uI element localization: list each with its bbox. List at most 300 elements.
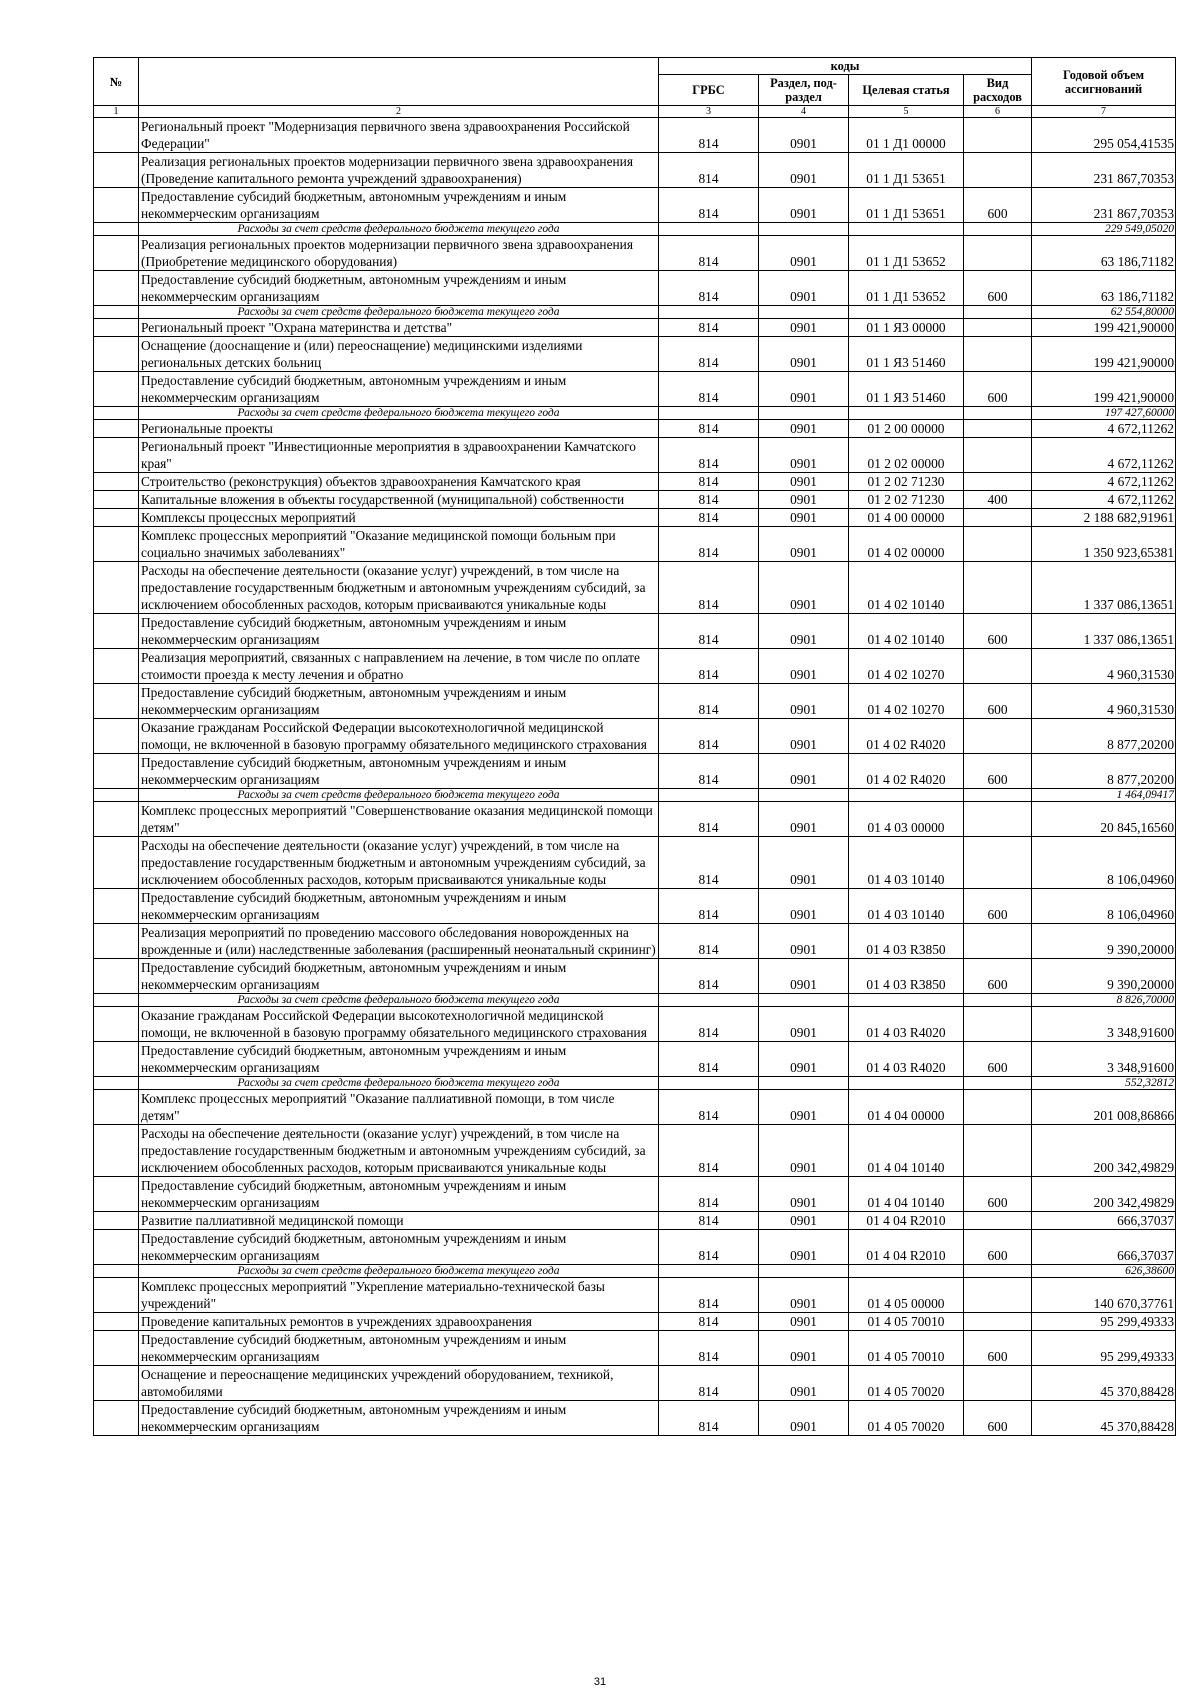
- row-amount-cell: 200 342,49829: [1032, 1125, 1176, 1177]
- row-section-cell: 0901: [759, 1230, 849, 1265]
- row-section-cell: 0901: [759, 1007, 849, 1042]
- table-row: [94, 1313, 1176, 1331]
- row-name-cell: Реализация мероприятий, связанных с направлением на лечение, в том числе по оплате стоимости проезда к месту лечения и обратно: [139, 649, 659, 684]
- row-grbs-cell: 814: [659, 188, 759, 223]
- table-row: [94, 1401, 1176, 1436]
- table-row: [94, 372, 1176, 407]
- row-amount-cell: 197 427,60000: [1032, 407, 1176, 420]
- row-grbs-cell: 814: [659, 1177, 759, 1212]
- row-amount-cell: 200 342,49829: [1032, 1177, 1176, 1212]
- table-row: [94, 271, 1176, 306]
- row-kind-cell: [964, 527, 1032, 562]
- row-name-cell: Предоставление субсидий бюджетным, автономным учреждениям и иным некоммерческим организациям: [139, 1230, 659, 1265]
- header-grbs: ГРБС: [659, 75, 759, 106]
- row-name-cell: Оснащение (дооснащение и (или) переоснащение) медицинскими изделиями региональных детских больниц: [139, 337, 659, 372]
- row-kind-cell: 600: [964, 1401, 1032, 1436]
- row-target-cell: 01 1 Я3 51460: [849, 372, 964, 407]
- table-row: [94, 924, 1176, 959]
- row-number-cell: [94, 319, 139, 337]
- row-name-cell: Предоставление субсидий бюджетным, автономным учреждениям и иным некоммерческим организациям: [139, 754, 659, 789]
- column-number: 3: [659, 106, 759, 118]
- federal-budget-row: [94, 994, 1176, 1007]
- row-section-cell: 0901: [759, 1212, 849, 1230]
- row-number-cell: [94, 1042, 139, 1077]
- row-kind-cell: [964, 802, 1032, 837]
- row-number-cell: [94, 337, 139, 372]
- row-target-cell: 01 2 00 00000: [849, 420, 964, 438]
- row-amount-cell: 95 299,49333: [1032, 1313, 1176, 1331]
- row-kind-cell: [964, 1366, 1032, 1401]
- row-kind-cell: 600: [964, 754, 1032, 789]
- row-number-cell: [94, 959, 139, 994]
- row-kind-cell: [964, 407, 1032, 420]
- row-grbs-cell: 814: [659, 1313, 759, 1331]
- row-number-cell: [94, 1265, 139, 1278]
- row-number-cell: [94, 527, 139, 562]
- row-kind-cell: [964, 223, 1032, 236]
- row-section-cell: [759, 1265, 849, 1278]
- row-section-cell: [759, 407, 849, 420]
- row-name-cell: Реализация региональных проектов модернизации первичного звена здравоохранения (Приобретение медицинского оборудования): [139, 236, 659, 271]
- row-kind-cell: [964, 1313, 1032, 1331]
- row-amount-cell: 8 877,20200: [1032, 754, 1176, 789]
- row-section-cell: [759, 789, 849, 802]
- row-target-cell: 01 4 03 R3850: [849, 959, 964, 994]
- row-number-cell: [94, 223, 139, 236]
- row-grbs-cell: 814: [659, 837, 759, 889]
- table-row: [94, 837, 1176, 889]
- row-number-cell: [94, 1331, 139, 1366]
- table-row: [94, 1042, 1176, 1077]
- row-section-cell: 0901: [759, 527, 849, 562]
- row-grbs-cell: 814: [659, 1042, 759, 1077]
- row-amount-cell: 4 960,31530: [1032, 684, 1176, 719]
- row-target-cell: 01 4 03 R4020: [849, 1007, 964, 1042]
- row-name-cell: Капитальные вложения в объекты государственной (муниципальной) собственности: [139, 491, 659, 509]
- row-number-cell: [94, 1278, 139, 1313]
- row-name-cell: Комплекс процессных мероприятий "Оказание паллиативной помощи, в том числе детям": [139, 1090, 659, 1125]
- row-section-cell: 0901: [759, 236, 849, 271]
- federal-budget-row: [94, 789, 1176, 802]
- row-target-cell: 01 4 03 R4020: [849, 1042, 964, 1077]
- row-number-cell: [94, 1007, 139, 1042]
- row-number-cell: [94, 1212, 139, 1230]
- row-grbs-cell: 814: [659, 118, 759, 153]
- column-number: 4: [759, 106, 849, 118]
- row-grbs-cell: 814: [659, 1230, 759, 1265]
- table-row: [94, 1007, 1176, 1042]
- row-name-cell: Расходы за счет средств федерального бюджета текущего года: [139, 994, 659, 1007]
- row-section-cell: [759, 994, 849, 1007]
- row-number-cell: [94, 372, 139, 407]
- row-amount-cell: 201 008,86866: [1032, 1090, 1176, 1125]
- row-target-cell: 01 2 02 71230: [849, 473, 964, 491]
- row-section-cell: 0901: [759, 420, 849, 438]
- table-row: [94, 719, 1176, 754]
- row-amount-cell: 8 826,70000: [1032, 994, 1176, 1007]
- row-number-cell: [94, 562, 139, 614]
- row-target-cell: 01 4 05 70020: [849, 1401, 964, 1436]
- row-number-cell: [94, 1077, 139, 1090]
- row-grbs-cell: 814: [659, 924, 759, 959]
- row-name-cell: Предоставление субсидий бюджетным, автономным учреждениям и иным некоммерческим организациям: [139, 1401, 659, 1436]
- row-name-cell: Расходы за счет средств федерального бюджета текущего года: [139, 407, 659, 420]
- row-amount-cell: 8 106,04960: [1032, 889, 1176, 924]
- row-amount-cell: 63 186,71182: [1032, 271, 1176, 306]
- table-body: [94, 118, 1176, 1436]
- row-target-cell: 01 4 04 R2010: [849, 1212, 964, 1230]
- row-target-cell: 01 4 05 00000: [849, 1278, 964, 1313]
- row-section-cell: 0901: [759, 153, 849, 188]
- row-kind-cell: [964, 994, 1032, 1007]
- header-kind: Вид расходов: [964, 75, 1032, 106]
- row-number-cell: [94, 649, 139, 684]
- row-number-cell: [94, 236, 139, 271]
- row-amount-cell: 199 421,90000: [1032, 372, 1176, 407]
- table-row: [94, 649, 1176, 684]
- row-grbs-cell: 814: [659, 754, 759, 789]
- table-row: [94, 754, 1176, 789]
- row-name-cell: Комплекс процессных мероприятий "Укрепление материально-технической базы учреждений": [139, 1278, 659, 1313]
- row-number-cell: [94, 684, 139, 719]
- header-target: Целевая статья: [849, 75, 964, 106]
- row-grbs-cell: 814: [659, 684, 759, 719]
- row-amount-cell: 8 106,04960: [1032, 837, 1176, 889]
- row-number-cell: [94, 118, 139, 153]
- row-section-cell: 0901: [759, 491, 849, 509]
- row-kind-cell: [964, 1212, 1032, 1230]
- row-name-cell: Предоставление субсидий бюджетным, автономным учреждениям и иным некоммерческим организациям: [139, 889, 659, 924]
- row-grbs-cell: 814: [659, 1125, 759, 1177]
- row-grbs-cell: 814: [659, 153, 759, 188]
- row-section-cell: [759, 223, 849, 236]
- row-grbs-cell: 814: [659, 614, 759, 649]
- row-section-cell: 0901: [759, 1313, 849, 1331]
- row-name-cell: Предоставление субсидий бюджетным, автономным учреждениям и иным некоммерческим организациям: [139, 372, 659, 407]
- federal-budget-row: [94, 1077, 1176, 1090]
- row-grbs-cell: 814: [659, 271, 759, 306]
- row-section-cell: 0901: [759, 924, 849, 959]
- row-kind-cell: 600: [964, 372, 1032, 407]
- table-row: [94, 1230, 1176, 1265]
- row-name-cell: Оказание гражданам Российской Федерации высокотехнологичной медицинской помощи, не включенной в базовую программу обязательного медицинского страхования: [139, 719, 659, 754]
- row-grbs-cell: 814: [659, 509, 759, 527]
- row-section-cell: 0901: [759, 802, 849, 837]
- row-number-cell: [94, 889, 139, 924]
- row-grbs-cell: [659, 306, 759, 319]
- row-target-cell: [849, 223, 964, 236]
- row-amount-cell: 3 348,91600: [1032, 1042, 1176, 1077]
- row-number-cell: [94, 994, 139, 1007]
- row-name-cell: Предоставление субсидий бюджетным, автономным учреждениям и иным некоммерческим организациям: [139, 614, 659, 649]
- row-section-cell: 0901: [759, 473, 849, 491]
- row-amount-cell: 231 867,70353: [1032, 188, 1176, 223]
- row-amount-cell: 1 464,09417: [1032, 789, 1176, 802]
- header-name: [139, 58, 659, 106]
- column-number-row: [94, 106, 1176, 118]
- federal-budget-row: [94, 407, 1176, 420]
- row-grbs-cell: [659, 789, 759, 802]
- row-amount-cell: 552,32812: [1032, 1077, 1176, 1090]
- row-target-cell: [849, 994, 964, 1007]
- row-grbs-cell: 814: [659, 527, 759, 562]
- row-grbs-cell: 814: [659, 802, 759, 837]
- row-target-cell: 01 4 04 10140: [849, 1125, 964, 1177]
- header-codes: коды: [659, 58, 1032, 75]
- row-number-cell: [94, 306, 139, 319]
- row-kind-cell: [964, 438, 1032, 473]
- row-amount-cell: 626,38600: [1032, 1265, 1176, 1278]
- row-name-cell: Реализация региональных проектов модернизации первичного звена здравоохранения (Проведение капитального ремонта учреждений здравоохранения): [139, 153, 659, 188]
- row-name-cell: Предоставление субсидий бюджетным, автономным учреждениям и иным некоммерческим организациям: [139, 188, 659, 223]
- row-target-cell: 01 4 03 10140: [849, 837, 964, 889]
- row-kind-cell: 400: [964, 491, 1032, 509]
- row-kind-cell: [964, 236, 1032, 271]
- row-section-cell: 0901: [759, 959, 849, 994]
- row-amount-cell: 1 337 086,13651: [1032, 614, 1176, 649]
- row-number-cell: [94, 271, 139, 306]
- row-section-cell: 0901: [759, 1366, 849, 1401]
- row-section-cell: 0901: [759, 118, 849, 153]
- column-number: 6: [964, 106, 1032, 118]
- row-kind-cell: [964, 1125, 1032, 1177]
- row-target-cell: 01 4 04 00000: [849, 1090, 964, 1125]
- row-section-cell: 0901: [759, 562, 849, 614]
- row-kind-cell: [964, 319, 1032, 337]
- row-section-cell: 0901: [759, 509, 849, 527]
- row-kind-cell: [964, 473, 1032, 491]
- table-row: [94, 614, 1176, 649]
- row-name-cell: Предоставление субсидий бюджетным, автономным учреждениям и иным некоммерческим организациям: [139, 959, 659, 994]
- row-kind-cell: [964, 924, 1032, 959]
- row-section-cell: 0901: [759, 1401, 849, 1436]
- row-target-cell: [849, 407, 964, 420]
- row-amount-cell: 229 549,05020: [1032, 223, 1176, 236]
- column-number: 7: [1032, 106, 1176, 118]
- row-section-cell: 0901: [759, 754, 849, 789]
- row-amount-cell: 199 421,90000: [1032, 319, 1176, 337]
- table-row: [94, 236, 1176, 271]
- table-row: [94, 153, 1176, 188]
- row-section-cell: 0901: [759, 684, 849, 719]
- row-amount-cell: 63 186,71182: [1032, 236, 1176, 271]
- column-number: 1: [94, 106, 139, 118]
- row-name-cell: Предоставление субсидий бюджетным, автономным учреждениям и иным некоммерческим организациям: [139, 1042, 659, 1077]
- row-grbs-cell: 814: [659, 1278, 759, 1313]
- row-grbs-cell: [659, 1077, 759, 1090]
- row-section-cell: 0901: [759, 614, 849, 649]
- row-grbs-cell: 814: [659, 1007, 759, 1042]
- row-kind-cell: 600: [964, 959, 1032, 994]
- row-name-cell: Региональные проекты: [139, 420, 659, 438]
- row-target-cell: 01 4 03 10140: [849, 889, 964, 924]
- row-section-cell: 0901: [759, 649, 849, 684]
- row-section-cell: [759, 306, 849, 319]
- row-kind-cell: 600: [964, 188, 1032, 223]
- row-number-cell: [94, 188, 139, 223]
- row-target-cell: 01 2 02 00000: [849, 438, 964, 473]
- row-target-cell: 01 4 03 00000: [849, 802, 964, 837]
- row-grbs-cell: 814: [659, 959, 759, 994]
- row-grbs-cell: 814: [659, 491, 759, 509]
- row-section-cell: [759, 1077, 849, 1090]
- row-number-cell: [94, 614, 139, 649]
- row-number-cell: [94, 1125, 139, 1177]
- row-amount-cell: 9 390,20000: [1032, 959, 1176, 994]
- row-kind-cell: [964, 719, 1032, 754]
- row-target-cell: 01 4 05 70020: [849, 1366, 964, 1401]
- row-grbs-cell: [659, 994, 759, 1007]
- row-kind-cell: [964, 153, 1032, 188]
- row-amount-cell: 199 421,90000: [1032, 337, 1176, 372]
- row-grbs-cell: 814: [659, 719, 759, 754]
- row-name-cell: Расходы за счет средств федерального бюджета текущего года: [139, 1077, 659, 1090]
- row-target-cell: 01 4 02 R4020: [849, 754, 964, 789]
- row-kind-cell: 600: [964, 684, 1032, 719]
- row-name-cell: Предоставление субсидий бюджетным, автономным учреждениям и иным некоммерческим организациям: [139, 1331, 659, 1366]
- row-section-cell: 0901: [759, 319, 849, 337]
- row-target-cell: 01 4 04 10140: [849, 1177, 964, 1212]
- table-row: [94, 319, 1176, 337]
- row-kind-cell: 600: [964, 889, 1032, 924]
- row-number-cell: [94, 1177, 139, 1212]
- table-row: [94, 889, 1176, 924]
- row-amount-cell: 1 350 923,65381: [1032, 527, 1176, 562]
- row-section-cell: 0901: [759, 1177, 849, 1212]
- row-name-cell: Расходы на обеспечение деятельности (оказание услуг) учреждений, в том числе на предоставление государственным бюджетным и автономным учреждениям субсидий, за исключением обособленных расходов, которым присваиваются уникальные коды: [139, 837, 659, 889]
- row-grbs-cell: 814: [659, 1366, 759, 1401]
- row-name-cell: Расходы за счет средств федерального бюджета текущего года: [139, 223, 659, 236]
- row-target-cell: 01 4 00 00000: [849, 509, 964, 527]
- row-target-cell: 01 1 Я3 00000: [849, 319, 964, 337]
- row-amount-cell: 4 672,11262: [1032, 438, 1176, 473]
- row-kind-cell: [964, 118, 1032, 153]
- table-row: [94, 684, 1176, 719]
- row-grbs-cell: 814: [659, 438, 759, 473]
- row-number-cell: [94, 789, 139, 802]
- row-name-cell: Региональный проект "Модернизация первичного звена здравоохранения Российской Федерации": [139, 118, 659, 153]
- table-row: [94, 802, 1176, 837]
- federal-budget-row: [94, 1265, 1176, 1278]
- row-kind-cell: 600: [964, 1331, 1032, 1366]
- row-name-cell: Оказание гражданам Российской Федерации высокотехнологичной медицинской помощи, не включенной в базовую программу обязательного медицинского страхования: [139, 1007, 659, 1042]
- row-kind-cell: 600: [964, 614, 1032, 649]
- row-amount-cell: 4 672,11262: [1032, 420, 1176, 438]
- row-amount-cell: 140 670,37761: [1032, 1278, 1176, 1313]
- row-number-cell: [94, 509, 139, 527]
- row-target-cell: 01 4 02 10140: [849, 562, 964, 614]
- row-number-cell: [94, 924, 139, 959]
- row-kind-cell: [964, 1007, 1032, 1042]
- row-kind-cell: [964, 789, 1032, 802]
- row-grbs-cell: 814: [659, 473, 759, 491]
- row-grbs-cell: 814: [659, 1331, 759, 1366]
- row-target-cell: 01 4 02 10140: [849, 614, 964, 649]
- header-num: №: [94, 58, 139, 106]
- row-target-cell: 01 4 02 10270: [849, 649, 964, 684]
- row-target-cell: 01 1 Д1 00000: [849, 118, 964, 153]
- row-grbs-cell: 814: [659, 1401, 759, 1436]
- row-kind-cell: 600: [964, 1177, 1032, 1212]
- row-amount-cell: 231 867,70353: [1032, 153, 1176, 188]
- row-kind-cell: [964, 1077, 1032, 1090]
- table-row: [94, 337, 1176, 372]
- row-name-cell: Расходы за счет средств федерального бюджета текущего года: [139, 1265, 659, 1278]
- row-kind-cell: [964, 1090, 1032, 1125]
- row-section-cell: 0901: [759, 1331, 849, 1366]
- row-kind-cell: [964, 306, 1032, 319]
- row-target-cell: 01 4 02 10270: [849, 684, 964, 719]
- table-row: [94, 527, 1176, 562]
- row-grbs-cell: 814: [659, 372, 759, 407]
- table-row: [94, 420, 1176, 438]
- row-section-cell: 0901: [759, 719, 849, 754]
- row-kind-cell: [964, 509, 1032, 527]
- row-target-cell: 01 1 Д1 53652: [849, 271, 964, 306]
- row-number-cell: [94, 473, 139, 491]
- header-section: Раздел, под-раздел: [759, 75, 849, 106]
- row-grbs-cell: 814: [659, 319, 759, 337]
- row-kind-cell: 600: [964, 271, 1032, 306]
- row-target-cell: [849, 789, 964, 802]
- column-number: 2: [139, 106, 659, 118]
- row-kind-cell: 600: [964, 1230, 1032, 1265]
- table-header: [94, 58, 1176, 118]
- row-section-cell: 0901: [759, 271, 849, 306]
- row-amount-cell: 95 299,49333: [1032, 1331, 1176, 1366]
- row-target-cell: 01 4 02 00000: [849, 527, 964, 562]
- row-target-cell: 01 1 Я3 51460: [849, 337, 964, 372]
- row-kind-cell: [964, 337, 1032, 372]
- row-target-cell: [849, 1077, 964, 1090]
- row-section-cell: 0901: [759, 1042, 849, 1077]
- federal-budget-row: [94, 223, 1176, 236]
- row-target-cell: 01 2 02 71230: [849, 491, 964, 509]
- row-kind-cell: [964, 1278, 1032, 1313]
- row-kind-cell: [964, 837, 1032, 889]
- table-row: [94, 1331, 1176, 1366]
- row-section-cell: 0901: [759, 837, 849, 889]
- row-section-cell: 0901: [759, 1278, 849, 1313]
- row-section-cell: 0901: [759, 337, 849, 372]
- row-grbs-cell: 814: [659, 236, 759, 271]
- row-name-cell: Строительство (реконструкция) объектов здравоохранения Камчатского края: [139, 473, 659, 491]
- row-target-cell: 01 1 Д1 53651: [849, 153, 964, 188]
- row-number-cell: [94, 719, 139, 754]
- row-amount-cell: 62 554,80000: [1032, 306, 1176, 319]
- row-amount-cell: 295 054,41535: [1032, 118, 1176, 153]
- row-section-cell: 0901: [759, 1090, 849, 1125]
- row-grbs-cell: 814: [659, 1212, 759, 1230]
- row-section-cell: 0901: [759, 438, 849, 473]
- row-section-cell: 0901: [759, 889, 849, 924]
- row-target-cell: 01 4 04 R2010: [849, 1230, 964, 1265]
- row-target-cell: 01 1 Д1 53652: [849, 236, 964, 271]
- row-kind-cell: [964, 649, 1032, 684]
- row-amount-cell: 3 348,91600: [1032, 1007, 1176, 1042]
- row-number-cell: [94, 1366, 139, 1401]
- row-target-cell: 01 4 05 70010: [849, 1331, 964, 1366]
- row-section-cell: 0901: [759, 188, 849, 223]
- row-target-cell: 01 4 02 R4020: [849, 719, 964, 754]
- row-amount-cell: 666,37037: [1032, 1212, 1176, 1230]
- row-name-cell: Предоставление субсидий бюджетным, автономным учреждениям и иным некоммерческим организациям: [139, 1177, 659, 1212]
- row-name-cell: Предоставление субсидий бюджетным, автономным учреждениям и иным некоммерческим организациям: [139, 271, 659, 306]
- budget-table: [93, 57, 1176, 1436]
- row-grbs-cell: [659, 1265, 759, 1278]
- row-number-cell: [94, 420, 139, 438]
- table-row: [94, 1125, 1176, 1177]
